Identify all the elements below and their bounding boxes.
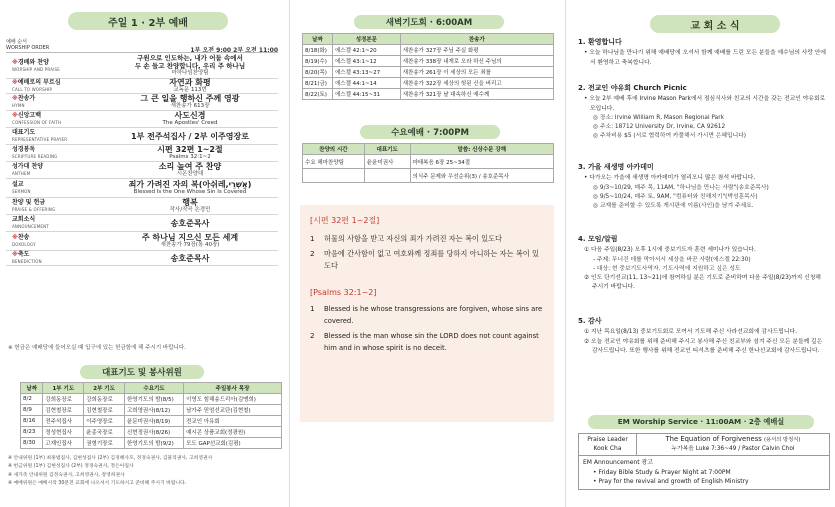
table-cell: 8/23 [21,427,43,438]
em-ann-item: • Friday Bible Study & Prayer Night at 7:00PM [593,468,731,476]
worship-item-main: 죄가 가려진 자의 복(아쉬레,אַשְׁרֵי) [128,180,252,189]
worship-item-sub: 시온찬양대 [176,171,204,177]
table-cell: 8/30 [21,438,43,449]
worship-item-en: HYMN [12,103,25,108]
table-cell: 8/22(토) [303,89,333,100]
worship-item-en: SERMON [12,189,31,194]
star-icon: ※ [12,234,18,241]
table-cell: 한영기도의 밤(9/2) [124,438,183,449]
table-cell: 8/2 [21,394,43,405]
worship-item-sub: Psalms 32:1~2 [169,154,211,160]
table-row [303,89,554,100]
section-body: • 오늘 하나님을 만나기 위해 예배당에 오셔서 함께 예배를 드린 모든 분들을 예수님의 사랑 안에서 환영하고 축복합니다. [584,50,827,66]
table-cell: 전교인 아유회 [184,416,282,427]
star-icon: ※ [12,251,18,258]
scripture-verse [310,248,544,272]
worship-item-main: 그 큰 일을 행하신 주께 영광 [140,94,240,103]
worship-item-sub: 마하나임찬양팀 [171,70,209,76]
verse-number: 1 [310,304,315,313]
table-cell [364,169,410,183]
em-ann-item: • Pray for the revival and growth of English Ministry [593,478,749,485]
table-cell: 새찬송가 327장 주님 주실 화평 [400,45,553,56]
worship-item-main: 행복 [182,198,198,207]
table-cell: 새찬송가 261장 이 세상의 모든 죄를 [400,67,553,78]
table-cell: 강희동장로 [84,394,125,405]
table-header: 날짜 [21,383,43,394]
section-item: ① 다음 주일(8/23) 오후 1시에 중보기도자 훈련 세미나가 있습니다. [584,247,756,254]
praise-leader-label: Praise Leader [587,436,628,443]
table-cell: 윤종국장로 [84,427,125,438]
worship-item-ko: 교회소식 [12,216,36,223]
star-icon: ※ [12,95,18,102]
footnote: ※ 헌금위원 (1부) 김현성집사 (2부) 정경숙권사, 정은아집사 [8,464,134,470]
table-header: 주일봉사 목장 [184,383,282,394]
table-row [303,45,554,56]
table-row [21,405,282,416]
dawn-title: 새벽기도회 · 6:00AM [354,15,504,29]
table-cell: 8/20(목) [303,67,333,78]
worship-item-main: 1부 전주석집사 / 2부 이주영장로 [131,131,249,141]
worship-item-en: BENEDICTION [12,259,42,264]
em-box [578,433,830,490]
section-item: ② 오늘 전교인 야유회를 위해 준비해 주시고 봉사해 주신 친교부와 섬겨 주신 모든 분들께 깊은 감사드립니다. 또한 행사를 위해 전교인 티셔츠를 준비해 주신 한나선교회에 감사드립니다. [584,338,823,354]
verse-text: Blessed is the man whose sin the LORD does not count against him and in whose spirit is no deceit. [324,332,539,352]
table-cell: 신현정권사(8/26) [124,427,183,438]
table-cell: 모도 GAP선교회(김평) [184,438,282,449]
section-item: ② 인도 단기선교(11, 13~21)에 참여하실 분은 기도로 준비하며 다음 주일(8/23)까지 신청해 주시기 바랍니다. [584,275,821,291]
table-cell: 마태복음 6장 25~34절 [410,155,553,169]
worship-item-ko: 대표기도 [12,129,36,136]
section-heading: 2. 전교인 야유회 Church Picnic [578,84,687,92]
table-cell: 에스겔 44:1~14 [332,78,400,89]
em-sermon-ref: 누가복음 Luke 7:36~49 / Pastor Calvin Choi [671,446,795,452]
scripture-box [300,205,554,422]
table-header: 대표기도 [364,144,410,155]
worship-item-main: 두 손 들고 찬양합니다, 우리 주 하나님 [134,62,246,70]
verse-text: 허물의 사함을 받고 자신의 죄가 가려진 자는 복이 있도다 [324,234,502,243]
service-times: 1부 오전 9:00 2부 오전 11:00 [190,47,278,54]
table-header: 수요기도 [124,383,183,394]
section-item: - 대상: 현 중보기도사역자. 기도사역에 지원하고 싶은 성도 [593,265,741,272]
table-cell: 윤윤미권사 [364,155,410,169]
news-section-4 [578,235,828,293]
table-cell: 에스겔 44:15~31 [332,89,400,100]
order-label: 예배 순서 [6,39,27,45]
prayer-team-footnotes [8,455,283,489]
schedule-column [294,0,560,507]
worship-item-ko: ※신앙고백 [12,112,42,119]
worship-row [6,215,278,232]
worship-item-main: 자연과 화평 [169,78,211,87]
worship-item-en: WORSHIP AND PRAISE [12,66,60,72]
news-column [570,0,835,507]
worship-row [6,53,278,79]
table-row [21,416,282,427]
worship-item-ko: 찬양 및 헌금 [12,199,46,206]
worship-item-en: PRAISE & OFFERING [12,207,56,212]
star-icon: ※ [12,112,18,119]
worship-row [6,79,278,94]
table-cell: 의식주 문제와 우선순위(3) / 송호준목사 [410,169,553,183]
em-ann-label: EM Announcement 광고 [583,459,654,466]
table-cell: 8/18(화) [303,45,333,56]
worship-item-sub: 새찬송가 613장 [170,103,210,109]
table-cell: 한영기도의 밤(8/5) [124,394,183,405]
footnote: ※ 새가족 안내위원 김정숙권사, 고희영권사, 장영희권사 [8,472,125,478]
table-cell: 8/16 [21,416,43,427]
table-cell [303,169,365,183]
star-icon: ※ [12,58,18,66]
verse-number: 2 [310,331,315,340]
worship-item-sub: 새찬송가 79장(통 40장) [160,242,220,248]
divider [289,0,290,507]
worship-item-en: DOXOLOGY [12,242,36,247]
section-item: ◎ 교재를 준비할 수 있도록 게시판에 이름(사인)을 남겨 주세요. [593,203,754,210]
table-header: 말씀: 신상수문 강해 [410,144,553,155]
table-row [303,56,554,67]
worship-item-ko: 성가대 찬양 [12,163,44,170]
scripture-verse [310,330,544,354]
news-section-3 [578,163,828,211]
divider [565,0,566,507]
verse-number: 2 [310,249,315,258]
scripture-verse [310,233,544,245]
section-item: ◎ 9/3~10/29, 매주 목, 11AM, "하나님을 만나는 사람"(송호준목사) [593,184,769,191]
section-item: ◎ 장소: Irvine William R, Mason Regional Park [593,114,724,121]
worship-item-main: 구원으로 인도하는, 내가 어둠 속에서 [137,54,243,62]
table-cell: 에스겔 42:1~20 [332,45,400,56]
worship-title: 주일 1 · 2부 예배 [68,12,228,30]
news-section-5 [578,317,828,356]
table-cell: 이주영장로 [84,416,125,427]
worship-row [6,145,278,162]
worship-item-en: ANNOUNCEMENT [12,224,49,229]
table-cell: 전주석집사 [43,416,84,427]
table-row [21,427,282,438]
praise-leader-name: Kook Cha [593,445,622,452]
section-body: • 다가오는 가을에 새생명 아카데미가 열리오니 많은 참석 바랍니다. [584,175,756,182]
section-item: ◎ 9/5~10/24, 매주 토, 9AM, "컴퓨터와 친해지기"(박성훈목사) [593,193,758,200]
worship-column [0,0,285,507]
table-header: 1부 기도 [43,383,84,394]
verse-number: 1 [310,234,315,243]
section-body: • 오늘 2부 예배 후에 Irvine Mason Park에서 점심식사와 친교의 시간을 갖는 전교인 야유회로 모입니다. [584,96,826,112]
worship-item-main: 주 하나님 지으신 모든 세계 [141,233,239,242]
worship-item-ko: ※예배로의 부르심 [12,79,61,86]
section-heading: 1. 환영합니다 [578,38,622,46]
worship-item-ko: ※찬송가 [12,95,36,102]
table-cell: 8/19(수) [303,56,333,67]
worship-item-ko: ※경배와 찬양 [12,58,49,66]
table-cell: 강희동장로 [43,394,84,405]
worship-row [6,251,278,266]
worship-item-main: 시편 32편 1~2절 [157,145,223,154]
offering-note: ※ 헌금은 예배당에 들어오실 때 입구에 있는 헌금함에 해 주시기 바랍니다. [8,345,186,351]
worship-order-list [6,52,278,266]
worship-item-ko: ※축도 [12,251,30,258]
worship-item-en: CALL TO WORSHIP [12,87,53,92]
section-item: ◎ 주소: 18712 University Dr, Irvine, CA 92612 [593,124,726,131]
table-header: 날짜 [303,34,333,45]
section-heading: 4. 모임/알림 [578,235,618,243]
verse-text: 마음에 간사함이 없고 여호와께 정죄를 당하지 아니하는 자는 복이 있도다 [324,249,539,270]
table-header: 찬양의 시간 [303,144,365,155]
table-cell: 김현철장로 [84,405,125,416]
worship-row [6,179,278,198]
worship-item-en: CONFESSION OF FAITH [12,120,62,125]
table-cell: 예시콘 상품교회(정광원) [184,427,282,438]
table-cell: 에스겔 43:13~27 [332,67,400,78]
verse-text: Blessed is he whose transgressions are forgiven, whose sins are covered. [324,305,543,325]
table-header: 찬송가 [400,34,553,45]
worship-item-ko: 설교 [12,181,24,188]
order-en: WORSHIP ORDER [6,45,50,51]
table-cell: 정성현집사 [43,427,84,438]
star-icon: ※ [12,79,18,86]
table-row [303,67,554,78]
wednesday-title: 수요예배 · 7:00PM [360,125,500,139]
news-section-1 [578,38,828,68]
section-heading: 5. 감사 [578,317,602,325]
worship-item-en: SCRIPTURE READING [12,154,58,159]
table-cell: 8/9 [21,405,43,416]
scripture-en-ref: [Psalms 32:1~2] [310,288,377,297]
news-title: 교 회 소 식 [650,15,780,33]
table-cell: 새찬송가 338장 내게로 오라 하신 주님의 [400,56,553,67]
worship-row [6,162,278,179]
footnote: ※ 예배위원은 예배시작 30분전 교회에 나오셔서 기도하시고 준비해 주시기 바랍니다. [8,481,187,487]
worship-item-main: 송호준목사 [170,253,210,263]
em-title: EM Worship Service · 11:00AM · 2층 예배실 [588,415,814,429]
scripture-verse [310,303,544,327]
table-row [303,155,554,169]
table-cell: 고재인집사 [43,438,84,449]
section-item: ◎ 주차비용 $5 (서로 협력하여 카풀해서 가시면 은혜입니다) [593,133,747,140]
table-cell: 새찬송가 321장 날 대속하신 예수께 [400,89,553,100]
table-row [303,169,554,183]
table-cell: 김현철장로 [43,405,84,416]
worship-item-en: REPRESENTATIVE PRAYER [12,137,68,142]
worship-item-sub: Blessed Is the One Whose Sin Is Covered [133,189,247,195]
table-cell: 에스겔 43:1~12 [332,56,400,67]
wednesday-table [302,143,554,183]
news-section-2 [578,84,828,142]
em-sermon-title: The Equation of Forgiveness [665,435,762,443]
table-cell: 수요 헤마찬양팀 [303,155,365,169]
worship-row [6,94,278,111]
worship-item-main: 송호준목사 [170,218,210,228]
table-cell: 이영도 힘해송드리아(김맹희) [184,394,282,405]
table-row [21,394,282,405]
worship-row [6,198,278,215]
em-sermon-ko: (용서의 방정식) [763,437,801,443]
prayer-team-table [20,382,282,449]
footnote: ※ 안내위원 (1부) 최홍범집사, 김현성집사 (2부) 김경혜사모, 정경숙권사, 김물리권사, 고희영권사 [8,456,213,461]
worship-row [6,111,278,128]
worship-row [6,232,278,251]
worship-item-main: 소리 높여 주 찬양 [158,162,222,171]
table-cell: 남가주 믿엄선교단(김현철) [184,405,282,416]
section-item: ① 지난 목요일(8/13) 중보기도회로 모여서 기도해 주신 사라선교회에 감사드립니다. [584,329,797,336]
table-row [303,78,554,89]
table-row [21,438,282,449]
table-cell: 윤문미권사(8/19) [124,416,183,427]
worship-item-ko: ※찬송 [12,234,30,241]
table-cell: 고희영권사(8/12) [124,405,183,416]
worship-item-en: ANTHEM [12,171,31,176]
worship-item-sub: 교독문 113번 [173,87,207,93]
worship-item-sub: The Apostles' Creed [162,120,218,126]
table-header: 성경본문 [332,34,400,45]
dawn-table [302,33,554,100]
worship-row [6,128,278,145]
worship-item-ko: 성경봉독 [12,146,36,153]
table-cell: 새찬송가 322장 세상의 헛된 신을 버리고 [400,78,553,89]
section-heading: 3. 가을 새생명 아카데미 [578,163,654,171]
scripture-ko-ref: [시편 32편 1~2절] [310,216,380,225]
worship-item-sub: 작사/작곡 손경민 [169,207,211,213]
table-header: 2부 기도 [84,383,125,394]
section-item: - 주제: 무너진 데를 막아서서 세상을 바꾼 사람(에스겔 22:30) [593,256,751,263]
prayer-team-title: 대표기도 및 봉사위원 [80,365,204,379]
table-cell: 8/21(금) [303,78,333,89]
table-cell: 권형기장로 [84,438,125,449]
worship-item-main: 사도신경 [174,111,206,120]
